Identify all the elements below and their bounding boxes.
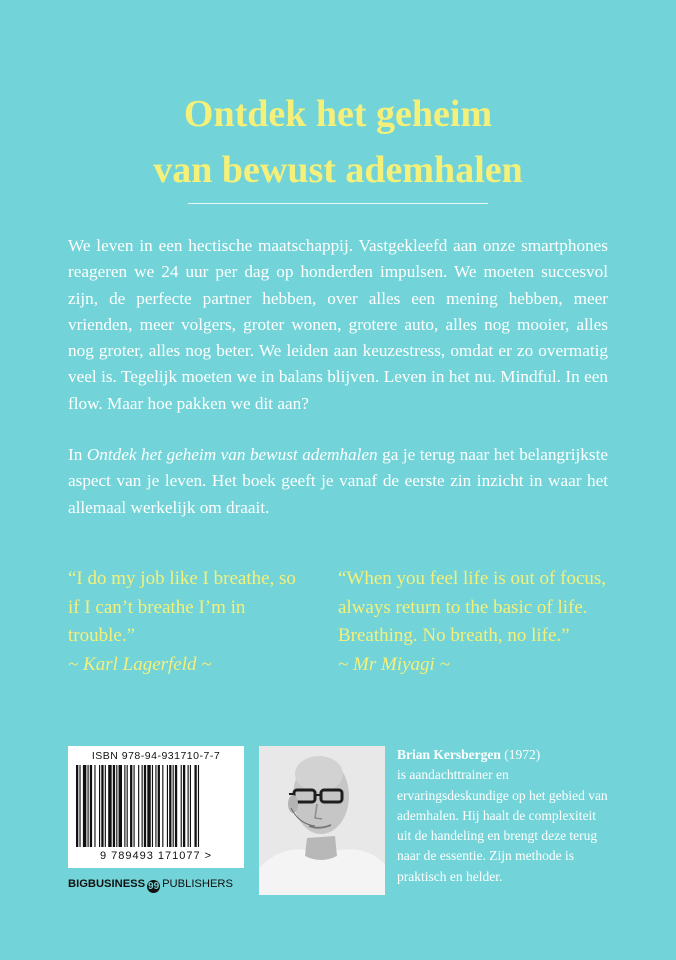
title-line-2: van bewust ademhalen (153, 149, 523, 191)
author-portrait-image (259, 746, 385, 895)
isbn-label: ISBN 978-94-931710-7-7 (91, 750, 221, 762)
p2-prefix: In (68, 445, 87, 464)
publisher-name-light: PUBLISHERS (162, 878, 233, 890)
book-title (0, 86, 676, 198)
quote-text: “I do my job like I breathe, so if I can’t breathe I’m in trouble.” (68, 568, 296, 646)
intro-paragraph: We leven in een hectische maatschappij. Vastgekleefd aan onze smartphones reageren we 24 uur per dag op honderden impulsen. We moeten succesvol zijn, de perfecte partner hebben, over alles een mening hebben, meer vrienden, meer volgers, groter wonen, grotere auto, alles nog mooier, alles nog groter, alles nog beter. We leiden aan keuzestress, omdat er zo overmatig veel is. Tegelijk moeten we in balans blijven. Leven in het nu. Mindful. In een flow. Maar hoe pakken we dit aan? (68, 236, 608, 413)
publisher-name-bold: BIGBUSINESS (68, 878, 146, 890)
isbn-barcode (68, 746, 244, 868)
author-photo (259, 746, 385, 895)
quote-attribution: ~ Karl Lagerfeld ~ (68, 653, 212, 675)
publisher-logo (68, 878, 244, 894)
author-description: is aandachttrainer en ervaringsdeskundige op het gebied van ademhalen. Hij haalt de complexiteit uit de handeling en brengt deze terug naar de essentie. Zijn methode is praktisch en helder. (397, 767, 608, 884)
author-year: (1972) (500, 747, 541, 762)
quote-text: “When you feel life is out of focus, always return to the basic of life. Breathing. No breath, no life.” (338, 568, 607, 646)
p2-rest: ga je terug naar het belangrijkste aspect van je leven. Het boek geeft je vanaf de eerste zin inzicht in waar het allemaal werkelijk om draait. (68, 445, 608, 517)
quote-lagerfeld (68, 565, 308, 679)
author-bio (397, 745, 612, 887)
title-divider (188, 203, 488, 204)
barcode-bars (76, 765, 236, 847)
publisher-quote-icon: 99 (148, 881, 160, 892)
quote-miyagi (338, 565, 638, 679)
author-name: Brian Kersbergen (397, 747, 501, 762)
quote-attribution: ~ Mr Miyagi ~ (338, 653, 450, 675)
title-line-1: Ontdek het geheim (183, 93, 493, 135)
barcode-digits: 9 789493 171077 > (99, 850, 213, 862)
p2-book-title: Ontdek het geheim van bewust ademhalen (86, 445, 378, 464)
second-paragraph (68, 442, 608, 521)
